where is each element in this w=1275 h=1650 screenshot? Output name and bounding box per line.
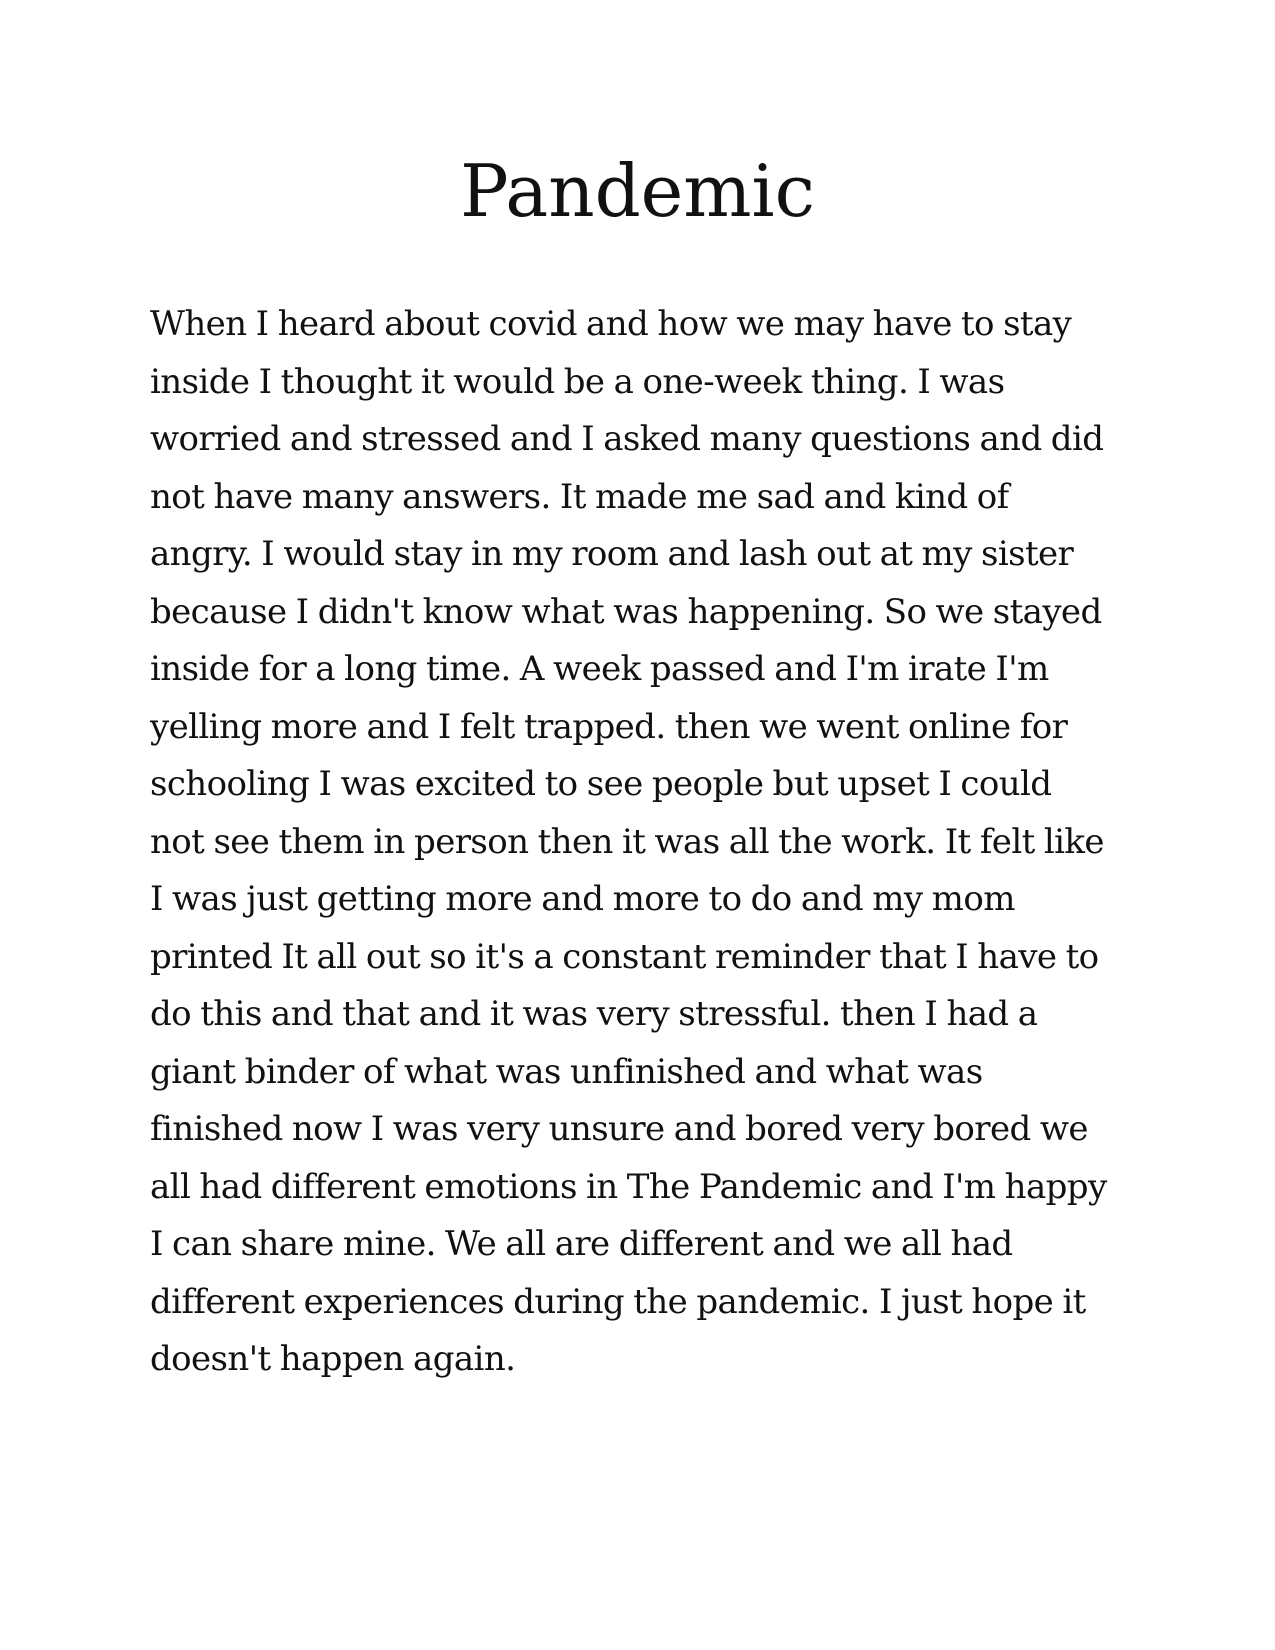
text-line: I can share mine. We all are different and we all had <box>150 1224 1013 1264</box>
text-line: When I heard about covid and how we may have to stay <box>150 304 1072 344</box>
text-line: worried and stressed and I asked many questions and did <box>150 419 1104 459</box>
text-line: not have many answers. It made me sad and kind of <box>150 476 1009 517</box>
text-line: because I didn't know what was happening. So we stayed <box>150 591 1102 632</box>
text-line: printed It all out so it's a constant reminder that I have to <box>150 936 1099 977</box>
text-line: not see them in person then it was all the work. It felt like <box>150 821 1104 862</box>
text-line: different experiences during the pandemic. I just hope it <box>150 1281 1086 1322</box>
text-line: I was just getting more and more to do and my mom <box>150 879 1015 919</box>
essay-body <box>150 296 1130 1389</box>
text-line: finished now I was very unsure and bored very bored we <box>150 1109 1088 1149</box>
text-line: schooling I was excited to see people but upset I could <box>150 764 1052 804</box>
text-line: angry. I would stay in my room and lash out at my sister <box>150 534 1074 574</box>
text-line: all had different emotions in The Pandemic and I'm happy <box>150 1166 1107 1207</box>
text-line: yelling more and I felt trapped. then we went online for <box>150 706 1068 747</box>
text-line: giant binder of what was unfinished and what was <box>150 1051 983 1092</box>
text-line: doesn't happen again. <box>150 1339 516 1379</box>
page-title: Pandemic <box>460 149 815 233</box>
text-line: inside for a long time. A week passed and I'm irate I'm <box>150 649 1049 689</box>
text-line: inside I thought it would be a one-week thing. I was <box>150 361 1005 402</box>
text-line: do this and that and it was very stressful. then I had a <box>150 994 1038 1034</box>
